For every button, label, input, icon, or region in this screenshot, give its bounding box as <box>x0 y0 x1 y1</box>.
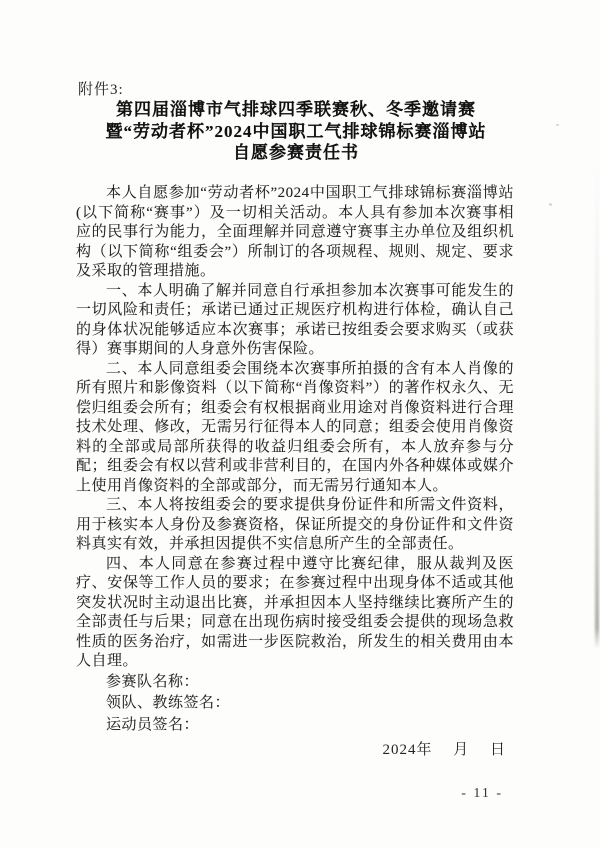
scan-artifact-speck <box>549 203 552 206</box>
body-paragraph-intro: 本人自愿参加“劳动者杯”2024中国职工气排球锦标赛淄博站(以下简称“赛事”）及一切相关活动。本人具有参加本次赛事相应的民事行为能力，全面理解并同意遵守赛事主办单位及组织机构（以下简称“组委会”）所制订的各项规程、规则、规定、要求及采取的管理措施。 <box>76 185 514 279</box>
signature-line-leader-coach: 领队、教练签名： <box>106 695 231 711</box>
attachment-label: 附件3: <box>78 82 124 98</box>
title-line-3: 自愿参赛责任书 <box>233 143 359 162</box>
body-paragraph-1: 一、本人明确了解并同意自行承担参加本次赛事可能发生的一切风险和责任；承诺已通过正规医疗机构进行体检，确认自己的身体状况能够适应本次赛事；承诺已按组委会要求购买（或获得）赛事期间的人身意外伤害保险。 <box>76 282 514 357</box>
document-body <box>76 184 514 736</box>
body-paragraph-4: 四、本人同意在参赛过程中遵守比赛纪律，服从裁判及医疗、安保等工作人员的要求；在参赛过程中出现身体不适或其他突发状况时主动退出比赛，并承担因本人坚持继续比赛所产生的全部责任与后果；同意在出现伤病时接受组委会提供的现场急救性质的医务治疗，如需进一步医院救治，所发生的相关费用由本人自理。 <box>76 555 514 669</box>
signature-section <box>76 672 514 737</box>
body-paragraph-3: 三、本人将按组委会的要求提供身份证件和所需文件资料，用于核实本人身份及参赛资格，保证所提交的身份证件和文件资料真实有效，并承担因提供不实信息所产生的全部责任。 <box>76 497 514 552</box>
date-line: 2024年 月 日 <box>382 742 506 758</box>
page-number: - 11 - <box>461 786 503 801</box>
signature-line-team-name: 参赛队名称： <box>106 673 200 690</box>
title-line-1: 第四届淄博市气排球四季联赛秋、冬季邀请赛 <box>116 100 476 119</box>
signature-line-athlete: 运动员签名： <box>106 716 200 733</box>
document-title <box>70 99 522 164</box>
body-paragraph-2: 二、本人同意组委会围绕本次赛事所拍摄的含有本人肖像的所有照片和影像资料（以下简称“肖像资料”）的著作权永久、无偿归组委会所有；组委会有权根据商业用途对肖像资料进行合理技术处理、修改，无需另行征得本人的同意；组委会使用肖像资料的全部或局部所获得的收益归组委会所有，本人放弃参与分配；组委会有权以营利或非营利目的，在国内外各种媒体或媒介上使用肖像资料的全部或部分，而无需另行通知本人。 <box>76 360 514 494</box>
title-line-2: 暨“劳动者杯”2024中国职工气排球锦标赛淄博站 <box>105 121 487 141</box>
scan-artifact-speck <box>556 124 559 126</box>
scan-artifact-streak <box>595 165 599 647</box>
